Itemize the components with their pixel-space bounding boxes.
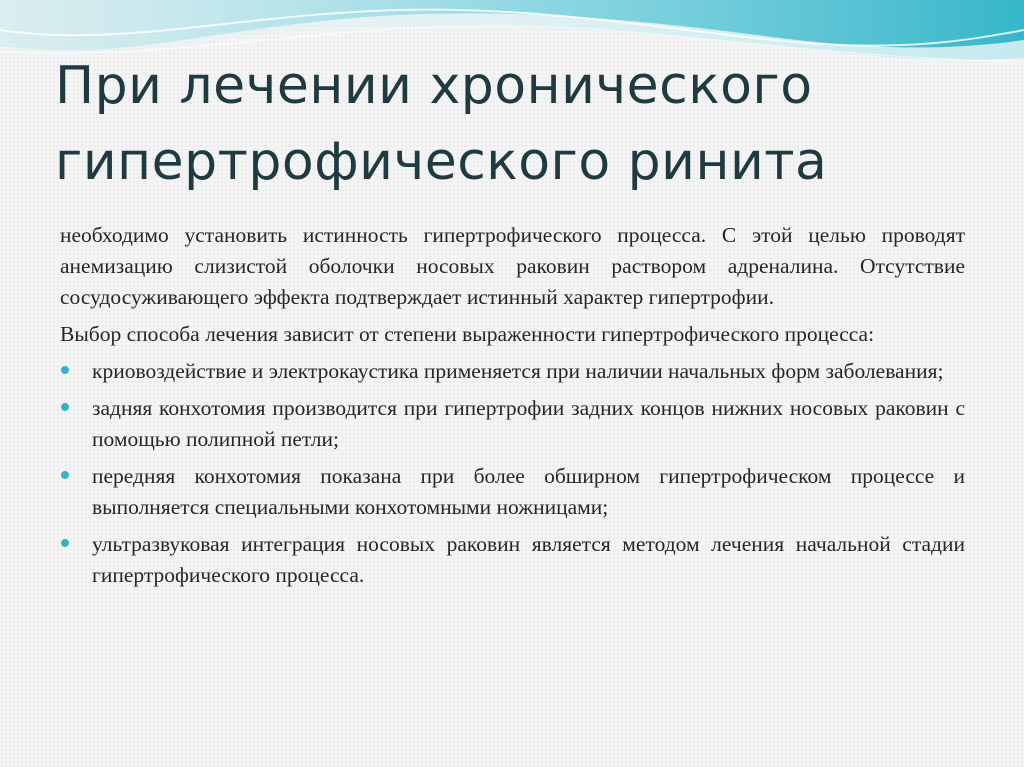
list-item	[60, 356, 965, 387]
list-item-text: криовоздействие и электрокаустика применяется при наличии начальных форм заболевания;	[92, 359, 944, 383]
intro-paragraph: необходимо установить истинность гипертрофического процесса. С этой целью проводят анемизацию слизистой оболочки носовых раковин раствором адреналина. Отсутствие сосудосуживающего эффекта подтверждает истинный характер гипертрофии.	[60, 223, 965, 309]
treatment-choice-paragraph: Выбор способа лечения зависит от степени выраженности гипертрофического процесса:	[60, 322, 875, 346]
list-item	[60, 529, 965, 591]
slide-title	[55, 48, 985, 200]
list-item-text: задняя конхотомия производится при гипертрофии задних концов нижних носовых раковин с помощью полипной петли;	[92, 396, 965, 451]
bullet-icon	[61, 403, 69, 411]
list-item-text: передняя конхотомия показана при более обширном гипертрофическом процессе и выполняется специальными конхотомными ножницами;	[92, 464, 965, 519]
bullet-icon	[61, 471, 69, 479]
list-item-text: ультразвуковая интеграция носовых раковин является методом лечения начальной стадии гипертрофического процесса.	[92, 532, 965, 587]
bullet-icon	[61, 539, 69, 547]
treatment-methods-list	[60, 356, 965, 591]
bullet-icon	[61, 366, 69, 374]
slide-title-line-1: При лечении хронического	[55, 56, 813, 116]
list-item	[60, 461, 965, 523]
list-item	[60, 393, 965, 455]
slide-body	[60, 220, 965, 597]
slide-title-line-2: гипертрофического ринита	[55, 132, 828, 192]
